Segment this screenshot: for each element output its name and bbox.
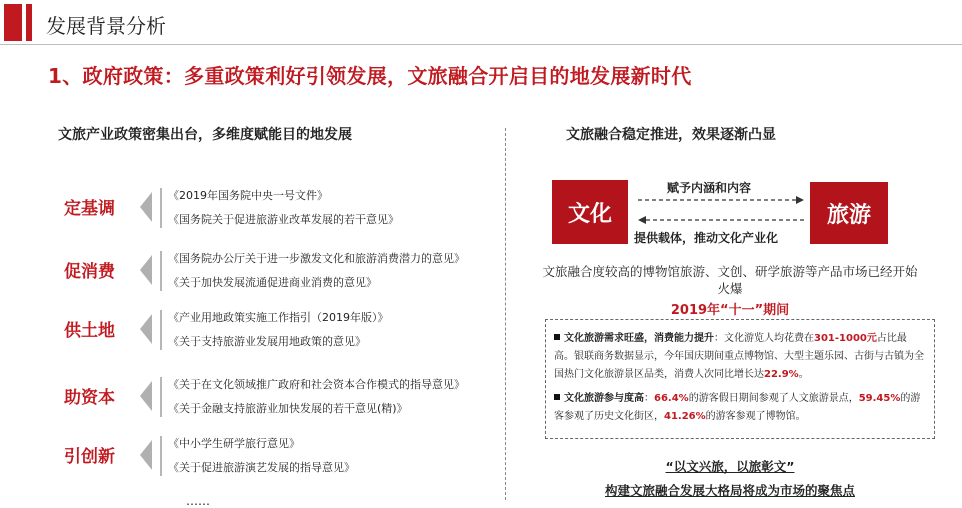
right-arrow-icon [636, 195, 806, 205]
stat-bullet-participation: 文化旅游参与度高：66.4%的游客假日期间参观了人文旅游景点，59.45%的游客参观了历史文化街区，41.26%的游客参观了博物馆。 [554, 393, 921, 422]
policy-document: 《关于促进旅游演艺发展的指导意见》 [168, 461, 355, 474]
ellipsis: …… [186, 494, 210, 508]
slogan: “以文兴旅，以旅彰文” [665, 459, 795, 474]
header-divider [0, 44, 962, 45]
header-accent-bar [4, 4, 22, 41]
policy-document: 《关于支持旅游业发展用地政策的意见》 [168, 335, 366, 348]
section-title: 发展背景分析 [46, 14, 166, 38]
chevron-left-icon [138, 255, 152, 285]
chevron-left-icon [138, 440, 152, 470]
policy-category-tone: 定基调 [64, 199, 115, 219]
policy-category-land: 供土地 [64, 321, 115, 341]
tourism-box: 旅游 [810, 182, 888, 244]
policy-category-innovation: 引创新 [64, 447, 115, 467]
chevron-left-icon [138, 192, 152, 222]
stat-bullet-demand: 文化旅游需求旺盛，消费能力提升：文化游览人均花费在301-1000元占比最高。银联商务数据显示，今年国庆期间重点博物馆、大型主题乐园、古街与古镇为全国热门文化旅游景区品类，消费人次同比增长达22.9%。 [554, 333, 924, 380]
slogan-conclusion: 构建文旅融合发展大格局将成为市场的聚焦点 [604, 483, 855, 498]
stats-box [545, 319, 935, 439]
arrow-bottom-label: 提供载体，推动文化产业化 [634, 231, 779, 245]
bracket-bar [160, 188, 162, 228]
policy-document: 《2019年国务院中央一号文件》 [168, 189, 328, 202]
header-accent-bar-thin [26, 4, 32, 41]
policy-document: 《国务院关于促进旅游业改革发展的若干意见》 [168, 213, 399, 226]
policy-document: 《中小学生研学旅行意见》 [168, 437, 300, 450]
bracket-bar [160, 377, 162, 417]
arrow-top-label: 赋予内涵和内容 [667, 181, 752, 195]
policy-document: 《国务院办公厅关于进一步激发文化和旅游消费潜力的意见》 [168, 252, 465, 265]
bracket-bar [160, 251, 162, 291]
bracket-bar [160, 436, 162, 476]
square-bullet-icon [554, 394, 560, 400]
left-arrow-icon [636, 215, 806, 225]
policy-category-capital: 助资本 [64, 388, 115, 408]
culture-box: 文化 [552, 180, 628, 244]
market-description: 文旅融合度较高的博物馆旅游、文创、研学旅游等产品市场已经开始火爆 [542, 264, 918, 296]
policy-category-consumption: 促消费 [64, 262, 115, 282]
page-title: 1、政府政策：多重政策利好引领发展，文旅融合开启目的地发展新时代 [48, 64, 692, 88]
bracket-bar [160, 310, 162, 350]
square-bullet-icon [554, 334, 560, 340]
policy-document: 《关于金融支持旅游业加快发展的若干意见(精)》 [168, 402, 408, 415]
period-label: 2019年“十一”期间 [670, 303, 790, 318]
left-subtitle: 文旅产业政策密集出台，多维度赋能目的地发展 [58, 127, 352, 143]
column-divider [505, 128, 506, 500]
policy-document: 《关于在文化领域推广政府和社会资本合作模式的指导意见》 [168, 378, 465, 391]
chevron-left-icon [138, 314, 152, 344]
right-subtitle: 文旅融合稳定推进，效果逐渐凸显 [566, 127, 776, 143]
policy-document: 《产业用地政策实施工作指引（2019年版）》 [168, 311, 389, 324]
policy-document: 《关于加快发展流通促进商业消费的意见》 [168, 276, 377, 289]
chevron-left-icon [138, 381, 152, 411]
